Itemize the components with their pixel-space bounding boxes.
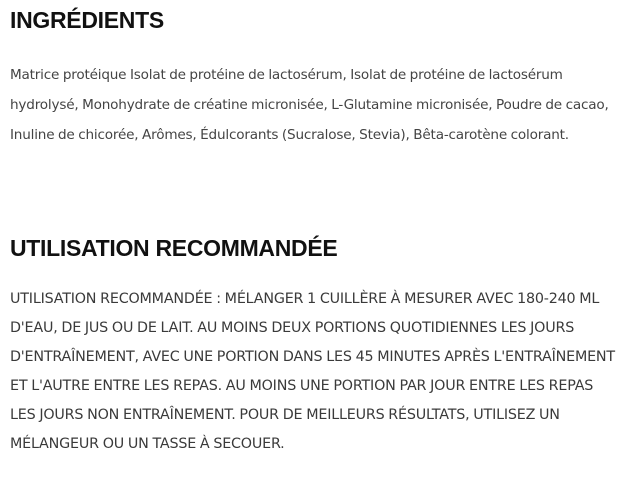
usage-heading: UTILISATION RECOMMANDÉE [10, 235, 338, 261]
usage-section [10, 232, 615, 459]
usage-text: UTILISATION RECOMMANDÉE : MÉLANGER 1 CUILLÈRE À MESURER AVEC 180-240 ML D'EAU, DE JUS OU DE LAIT. AU MOINS DEUX PORTIONS QUOTIDIENNES LES JOURS D'ENTRAÎNEMENT, AVEC UNE PORTION DANS LES 45 MINUTES APRÈS L'ENTRAÎNEMENT ET L'AUTRE ENTRE LES REPAS. AU MOINS UNE PORTION PAR JOUR ENTRE LES REPAS LES JOURS NON ENTRAÎNEMENT. POUR DE MEILLEURS RÉSULTATS, UTILISEZ UN MÉLANGEUR OU UN TASSE À SECOUER. [10, 291, 615, 452]
ingredients-text: Matrice protéique Isolat de protéine de lactosérum, Isolat de protéine de lactosérum hydrolysé, Monohydrate de créatine micronisée, L-Glutamine micronisée, Poudre de cacao, Inuline de chicorée, Arômes, Édulcorants (Sucralose, Stevia), Bêta-carotène colorant. [10, 67, 609, 143]
ingredients-section [10, 4, 615, 150]
ingredients-heading: INGRÉDIENTS [10, 7, 164, 33]
